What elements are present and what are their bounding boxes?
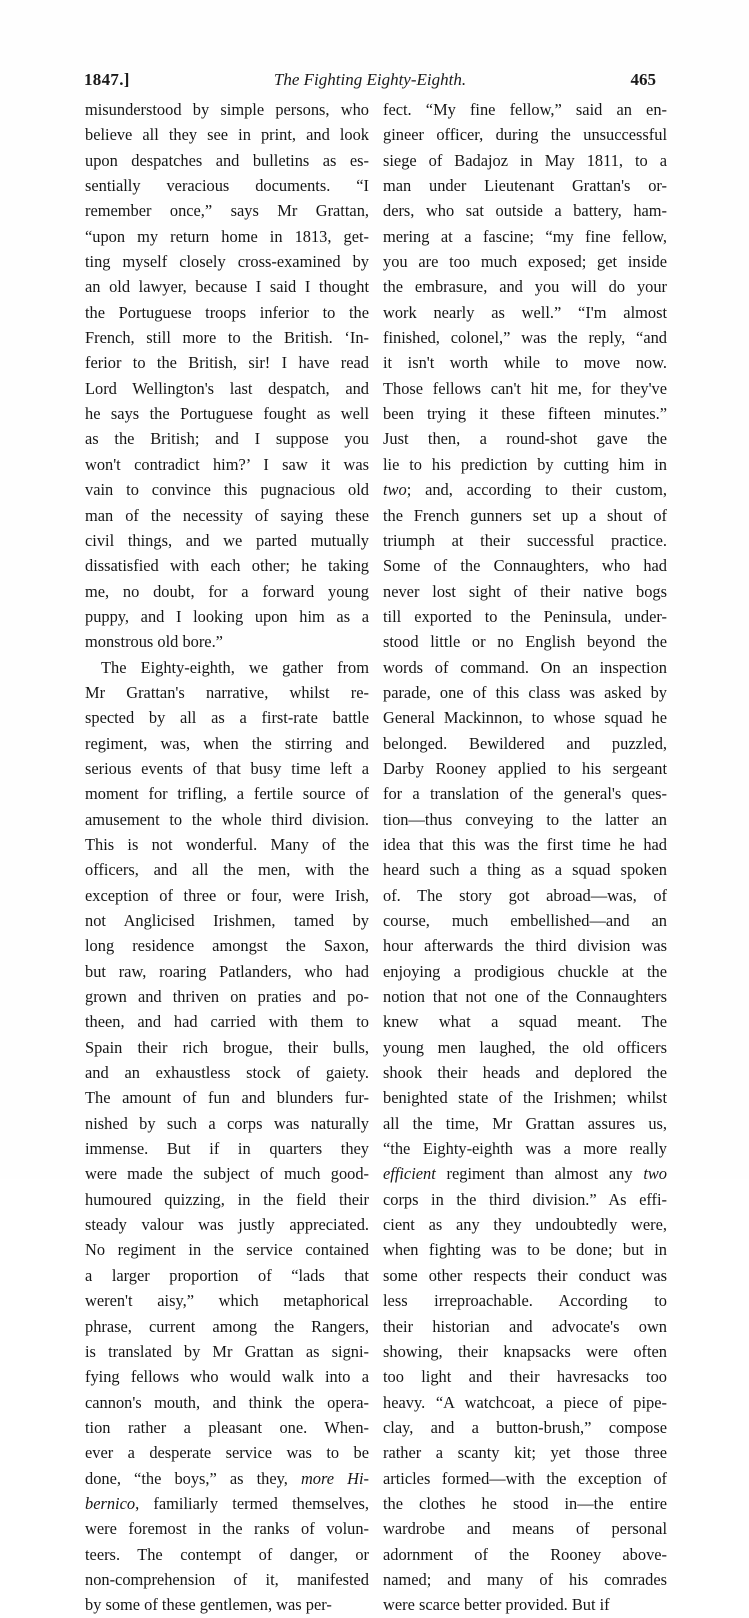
text-line: two; and, according to their custom, [383,480,667,500]
text-line: course, much embellished—and an [383,911,667,930]
text-line: siege of Badajoz in May 1811, to a [383,150,667,170]
text-line: been trying it these fifteen minutes.” [383,404,667,424]
text-line: won't contradict him?’ I saw it was [85,454,369,474]
text-line: tion rather a pleasant one. When- [85,1417,369,1437]
text-line: ever a desperate service was to be [85,1443,369,1463]
text-line: “the Eighty-eighth was a more really [383,1139,667,1159]
text-line: never lost sight of their native bogs [383,581,667,601]
text-line: adornment of the Rooney above- [383,1544,667,1564]
text-line: upon despatches and bulletins as es- [85,150,369,170]
text-line: French, still more to the British. ‘In- [85,328,369,348]
text-line: done, “the boys,” as they, more Hi- [85,1468,369,1488]
text-line: mering at a fascine; “my fine fellow, [383,226,667,246]
text-line: he says the Portuguese fought as well [85,404,369,424]
text-line: were made the subject of much good- [85,1164,369,1184]
text-line: ting myself closely cross-examined by [85,252,369,272]
text-line: enjoying a prodigious chuckle at the [383,961,667,981]
text-line: showing, their knapsacks were often [383,1341,667,1361]
text-line: not Anglicised Irishmen, tamed by [85,911,369,930]
text-line: No regiment in the service contained [85,1240,369,1260]
italic-phrase: two [383,480,407,500]
text-line: but raw, roaring Patlanders, who had [85,961,369,981]
text-line: immense. But if in quarters they [85,1139,369,1159]
running-head [84,70,656,94]
text-line: weren't aisy,” which metaphorical [85,1291,369,1311]
text-line: remember once,” says Mr Grattan, [85,201,369,221]
text-line: it isn't worth while to move now. [383,353,667,373]
text-line: ders, who sat outside a battery, ham- [383,201,667,221]
text-line: gineer officer, during the unsuccessful [383,125,667,145]
text-line: hour afterwards the third division was [383,936,667,956]
text-line: spected by all as a first-rate battle [85,708,369,728]
text-line: efficient regiment than almost any two [383,1164,667,1184]
text-line: knew what a squad meant. The [383,1012,667,1032]
italic-phrase: two [643,1164,667,1184]
text-line: Those fellows can't hit me, for they've [383,378,667,398]
text-line: civil things, and we parted mutually [85,530,369,550]
text-line: me, no doubt, for a forward young [85,581,369,601]
text-line: you are too much exposed; get inside [383,252,667,272]
text-line: theen, and had carried with them to [85,1012,369,1032]
text-line: were scarce better provided. But if [383,1595,610,1615]
text-line: their historian and advocate's own [383,1316,667,1336]
page-number: 465 [630,70,656,89]
text-line: idea that this was the first time he had [383,834,667,854]
text-line: The Eighty-eighth, we gather from [101,657,369,677]
text-line: misunderstood by simple persons, who [85,100,369,119]
text-line: articles formed—with the exception of [383,1468,667,1488]
text-line: cient as any they undoubtedly were, [383,1215,667,1235]
text-line: cannon's mouth, and think the opera- [85,1392,369,1412]
text-line: regiment, was, when the stirring and [85,733,369,753]
right-column [383,97,667,1618]
text-line: Spain their rich brogue, their bulls, [85,1037,369,1057]
text-line: all the time, Mr Grattan assures us, [383,1113,667,1133]
text-line: The amount of fun and blunders fur- [85,1088,369,1108]
text-line: tion—thus conveying to the latter an [383,809,667,829]
text-line: stood little or no English beyond the [383,632,667,652]
text-line: non-comprehension of it, manifested [85,1569,369,1589]
text-line: Lord Wellington's last despatch, and [85,378,369,398]
text-line: lie to his prediction by cutting him in [383,454,667,474]
text-line: triumph at their successful practice. [383,530,667,550]
text-line: grown and thriven on praties and po- [85,987,369,1007]
header-year: 1847.] [84,70,130,89]
text-line: sentially veracious documents. “I [85,176,369,196]
text-line: finished, colonel,” was the reply, “and [383,328,667,348]
text-line: is translated by Mr Grattan as signi- [85,1341,369,1361]
text-line: bernico, familiarly termed themselves, [85,1493,369,1513]
text-line: steady valour was justly appreciated. [85,1215,369,1235]
text-line: long residence amongst the Saxon, [85,936,369,956]
text-line: man of the necessity of saying these [85,505,369,525]
header-title: The Fighting Eighty-Eighth. [273,70,467,89]
text-line: This is not wonderful. Many of the [85,834,369,854]
text-line: “upon my return home in 1813, get- [85,226,369,246]
text-line: corps in the third division.” As effi- [383,1189,667,1209]
text-line: fect. “My fine fellow,” said an en- [383,100,667,119]
text-line: the clothes he stood in—the entire [383,1493,667,1513]
text-line: some other respects their conduct was [383,1265,667,1285]
text-line: benighted state of the Irishmen; whilst [383,1088,667,1108]
text-line: work nearly as well.” “I'm almost [383,302,667,322]
text-line: and an exhaustless stock of gaiety. [85,1063,369,1083]
text-line: Some of the Connaughters, who had [383,556,667,576]
text-line: an old lawyer, because I said I thought [85,277,369,297]
text-line: till exported to the Peninsula, under- [383,606,667,626]
text-line: by some of these gentlemen, was per- [85,1595,332,1615]
text-line: heard such a thing as a squad spoken [383,860,667,880]
text-line: the embrasure, and you will do your [383,277,667,297]
text-line: nished by such a corps was naturally [85,1113,369,1133]
text-line: notion that not one of the Connaughters [383,987,667,1007]
text-line: fying fellows who would walk into a [85,1367,369,1387]
text-line: rather a scanty kit; yet those three [383,1443,667,1463]
text-line: belonged. Bewildered and puzzled, [383,733,667,753]
text-line: of. The story got abroad—was, of [383,885,667,905]
text-line: parade, one of this class was asked by [383,682,667,702]
italic-phrase: efficient [383,1164,436,1184]
text-line: clay, and a button-brush,” compose [383,1417,667,1437]
text-line: words of command. On an inspection [383,657,667,677]
left-column [85,97,369,1618]
text-line: puppy, and I looking upon him as a [85,606,369,626]
text-line: were foremost in the ranks of volun- [85,1519,369,1539]
text-line: monstrous old bore.” [85,632,223,652]
text-line: moment for trifling, a fertile source of [85,784,369,804]
text-line: as the British; and I suppose you [85,429,369,449]
text-line: ferior to the British, sir! I have read [85,353,369,373]
text-line: dissatisfied with each other; he taking [85,556,369,576]
text-line: amusement to the whole third division. [85,809,369,829]
text-line: when fighting was to be done; but in [383,1240,667,1260]
text-line: vain to convince this pugnacious old [85,480,369,500]
text-line: heavy. “A watchcoat, a piece of pipe- [383,1392,667,1412]
text-line: young men laughed, the old officers [383,1037,667,1057]
italic-phrase: more Hi- [300,1468,369,1488]
text-line: humoured quizzing, in the field their [85,1189,369,1209]
text-line: too light and their havresacks too [383,1367,667,1387]
text-line: the Portuguese troops inferior to the [85,302,369,322]
text-line: exception of three or four, were Irish, [85,885,369,905]
italic-phrase: bernico [85,1493,136,1513]
text-line: Darby Rooney applied to his sergeant [383,758,667,778]
text-line: teers. The contempt of danger, or [85,1544,369,1564]
text-line: serious events of that busy time left a [85,758,369,778]
text-line: wardrobe and means of personal [383,1519,667,1539]
text-line: for a translation of the general's ques- [383,784,667,804]
text-line: believe all they see in print, and look [85,125,369,145]
text-line: Mr Grattan's narrative, whilst re- [85,682,369,702]
text-line: less irreproachable. According to [383,1291,667,1311]
text-line: General Mackinnon, to whose squad he [383,708,667,728]
text-line: Just then, a round-shot gave the [383,429,667,449]
text-line: phrase, current among the Rangers, [85,1316,369,1336]
text-line: a larger proportion of “lads that [85,1265,369,1285]
text-line: the French gunners set up a shout of [383,505,667,525]
text-line: named; and many of his comrades [383,1569,667,1589]
text-line: man under Lieutenant Grattan's or- [383,176,667,196]
text-line: officers, and all the men, with the [85,860,369,880]
text-line: shook their heads and deplored the [383,1063,667,1083]
